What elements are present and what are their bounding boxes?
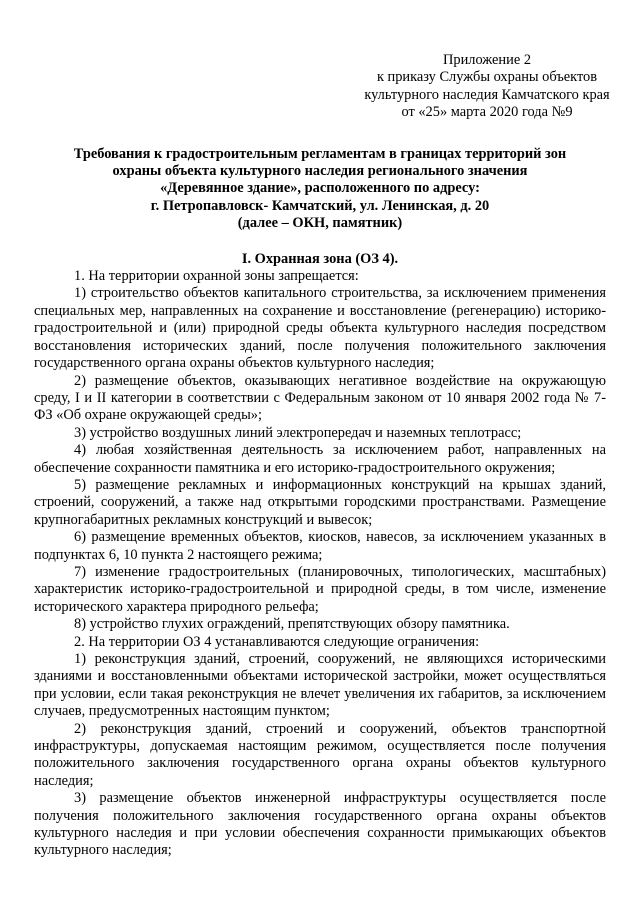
paragraph: 3) устройство воздушных линий электропередач и наземных теплотрасс; xyxy=(74,424,522,441)
paragraph: 3) размещение объектов инженерной инфраструктуры осуществляется после получения положительного заключения государственного органа охраны объектов культурного наследия и при условии обеспечения сохранности примыкающих объектов культурного наследия; xyxy=(34,790,606,859)
document-title xyxy=(34,146,606,233)
appendix-line: культурного наследия Камчатского края xyxy=(364,86,610,103)
paragraph: 1) реконструкция зданий, строений, сооружений, не являющихся историческими зданиями и восстановленными объектами исторической застройки, может осуществляться при условии, если такая реконструкция не влечет увеличения их габаритов, за исключением случаев, предусмотренных настоящим пунктом; xyxy=(34,651,606,720)
paragraph: 4) любая хозяйственная деятельность за исключением работ, направленных на обеспечение сохранности памятника и его историко-градостроительного окружения; xyxy=(34,442,606,476)
paragraph: 1. На территории охранной зоны запрещается: xyxy=(74,268,359,285)
appendix-block xyxy=(352,52,622,122)
title-line: (далее – ОКН, памятник) xyxy=(237,215,403,232)
paragraph: 2) реконструкция зданий, строений и сооружений, объектов транспортной инфраструктуры, допускаемая настоящим режимом, осуществляется после получения положительного заключения государственного органа охраны объектов культурного наследия; xyxy=(34,720,606,789)
paragraph: 2) размещение объектов, оказывающих негативное воздействие на окружающую среду, I и II категории в соответствии с Федеральным законом от 10 января 2002 года № 7-ФЗ «Об охране окружающей среды»; xyxy=(34,372,606,424)
title-line: «Деревянное здание», расположенного по адресу: xyxy=(160,180,480,197)
paragraph: 1) строительство объектов капитального строительства, за исключением применения специальных мер, направленных на сохранение и восстановление (регенерацию) историко-градостроительной и (или) природной среды объекта культурного наследия посредством восстановления исторических зданий, после получения положительного заключения государственного органа охраны объектов культурного наследия; xyxy=(34,285,606,372)
title-line: г. Петропавловск- Камчатский, ул. Ленинская, д. 20 xyxy=(150,197,490,214)
title-line: охраны объекта культурного наследия регионального значения xyxy=(112,163,528,180)
appendix-line: Приложение 2 xyxy=(442,52,532,68)
appendix-line: от «25» марта 2020 года №9 xyxy=(401,104,573,121)
document-body xyxy=(34,268,606,860)
paragraph: 2. На территории ОЗ 4 устанавливаются следующие ограничения: xyxy=(74,633,480,650)
title-line: Требования к градостроительным регламентам в границах территорий зон xyxy=(73,145,567,162)
paragraph: 8) устройство глухих ограждений, препятствующих обзору памятника. xyxy=(74,616,510,633)
section-heading: I. Охранная зона (ОЗ 4). xyxy=(241,250,399,267)
paragraph: 5) размещение рекламных и информационных конструкций на крышах зданий, строений, сооружений, а также над открытыми городскими пространствами. Размещение крупногабаритных рекламных конструкций и вывесок; xyxy=(34,476,606,528)
paragraph: 6) размещение временных объектов, киосков, навесов, за исключением указанных в подпунктах 6, 10 пункта 2 настоящего режима; xyxy=(34,529,606,563)
paragraph: 7) изменение градостроительных (планировочных, типологических, масштабных) характеристик историко-градостроительной и природной среды, в том числе, изменение исторического характера природного рельефа; xyxy=(34,563,606,615)
appendix-line: к приказу Службы охраны объектов xyxy=(376,69,598,86)
